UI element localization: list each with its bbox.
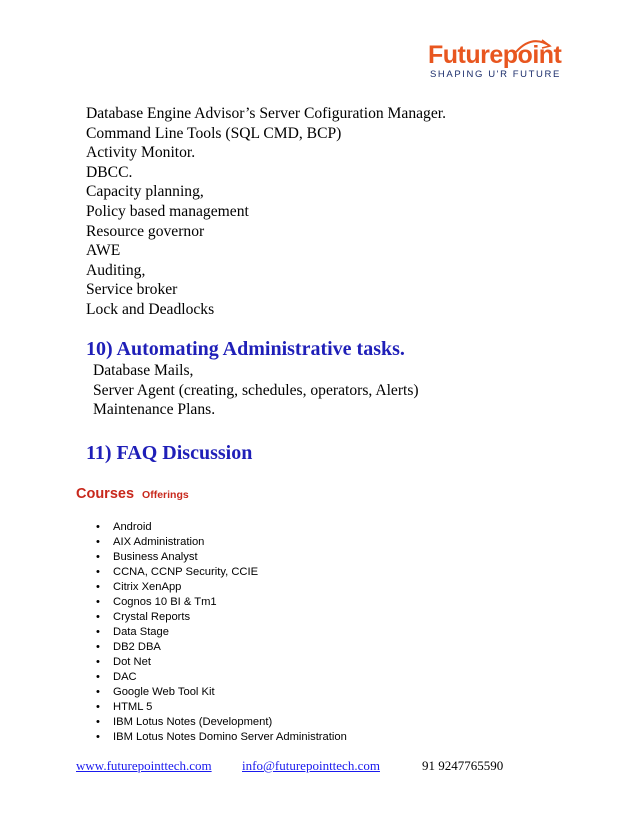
course-label: Data Stage xyxy=(113,626,169,638)
bullet-icon: • xyxy=(96,551,100,563)
bullet-icon: • xyxy=(96,656,100,668)
futurepoint-logo xyxy=(424,38,562,84)
tools-list-item: Lock and Deadlocks xyxy=(86,300,215,318)
bullet-icon: • xyxy=(96,626,100,638)
course-label: Business Analyst xyxy=(113,551,198,563)
website-link[interactable]: www.futurepointtech.com xyxy=(76,758,212,773)
bullet-icon: • xyxy=(96,611,100,623)
section-10-item: Maintenance Plans. xyxy=(93,401,216,419)
bullet-icon: • xyxy=(96,566,100,578)
course-label: Cognos 10 BI & Tm1 xyxy=(113,596,217,608)
bullet-icon: • xyxy=(96,731,100,743)
bullet-icon: • xyxy=(96,671,100,683)
tools-list-item: Database Engine Advisor’s Server Cofiguration Manager. xyxy=(86,105,447,122)
course-label: AIX Administration xyxy=(113,536,205,548)
bullet-icon: • xyxy=(96,686,100,698)
bullet-icon: • xyxy=(96,596,100,608)
section-10-item: Server Agent (creating, schedules, operators, Alerts) xyxy=(93,381,419,399)
bullet-icon: • xyxy=(96,701,100,713)
bullet-icon: • xyxy=(96,521,100,533)
bullet-icon: • xyxy=(96,716,100,728)
bullet-icon: • xyxy=(96,536,100,548)
course-label: IBM Lotus Notes Domino Server Administration xyxy=(113,731,347,743)
logo-tagline: SHAPING U'R FUTURE xyxy=(430,69,561,80)
bullet-icon: • xyxy=(96,581,100,593)
tools-list-item: Resource governor xyxy=(86,222,205,240)
tools-list-item: Auditing, xyxy=(86,261,146,279)
logo-wordmark xyxy=(428,42,561,68)
course-label: IBM Lotus Notes (Development) xyxy=(113,716,273,728)
courses-title xyxy=(76,486,189,502)
course-label: CCNA, CCNP Security, CCIE xyxy=(113,566,259,578)
tools-list-item: Command Line Tools (SQL CMD, BCP) xyxy=(86,124,342,142)
course-label: HTML 5 xyxy=(113,701,153,713)
section-11-heading: 11) FAQ Discussion xyxy=(86,442,253,464)
footer xyxy=(76,758,556,778)
section-10-heading: 10) Automating Administrative tasks. xyxy=(86,338,405,360)
phone-number: 91 9247765590 xyxy=(422,758,504,773)
tools-list-item: DBCC. xyxy=(86,163,133,181)
course-label: Google Web Tool Kit xyxy=(113,686,215,698)
tools-list-item: Activity Monitor. xyxy=(86,144,196,162)
bullet-icon: • xyxy=(96,641,100,653)
courses-title-sub: Offerings xyxy=(142,489,189,501)
course-label: Citrix XenApp xyxy=(113,581,182,593)
logo-word-part1: Future xyxy=(428,41,503,69)
course-label: Dot Net xyxy=(113,656,151,668)
course-label: DB2 DBA xyxy=(113,641,161,653)
course-label: DAC xyxy=(113,671,137,683)
tools-list-item: AWE xyxy=(86,242,121,260)
section-10-list xyxy=(93,361,419,420)
tools-list-item: Service broker xyxy=(86,281,178,299)
course-label: Crystal Reports xyxy=(113,611,191,623)
tools-list-item: Capacity planning, xyxy=(86,183,204,201)
tools-list-item: Policy based management xyxy=(86,202,249,220)
tools-list xyxy=(86,104,446,320)
section-10-item: Database Mails, xyxy=(93,362,194,379)
logo-word-part2: point xyxy=(502,41,562,69)
email-link[interactable]: info@futurepointtech.com xyxy=(242,758,380,773)
courses-title-main: Courses xyxy=(76,486,135,502)
course-label: Android xyxy=(113,521,152,533)
